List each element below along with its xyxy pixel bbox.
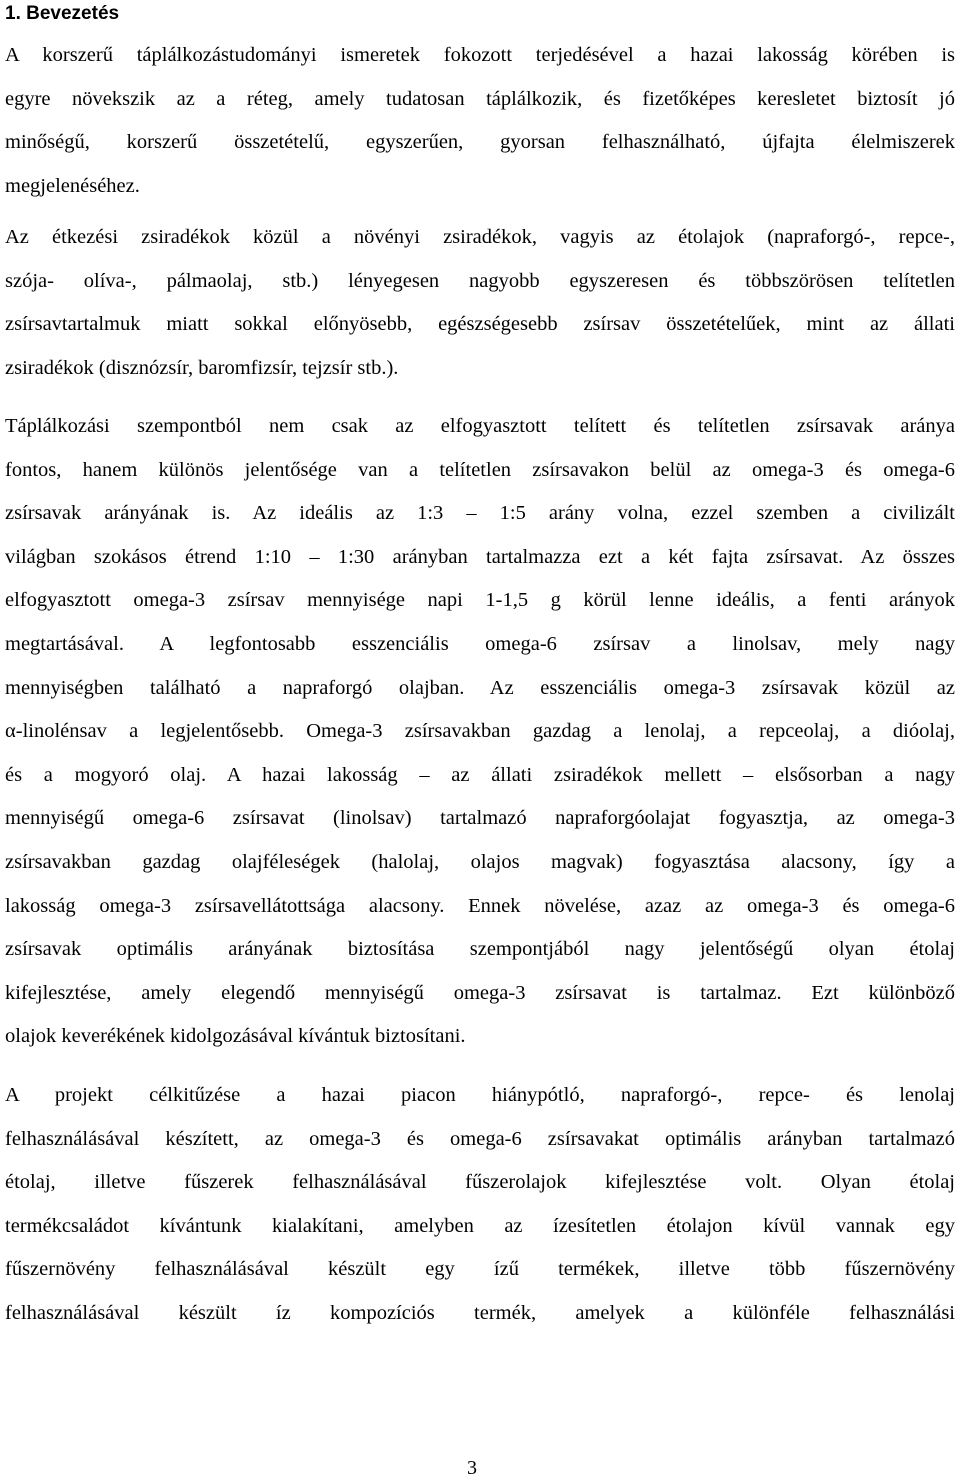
paragraph-intro [5,34,955,208]
paragraph-fats [5,216,955,390]
text-line: Táplálkozási szempontból nem csak az elfogyasztott telített és telítetlen zsírsavak aránya [5,415,955,437]
text-line: zsírsavakban gazdag olajféleségek (halolaj, olajos magvak) fogyasztása alacsony, így a [5,850,955,873]
text-line: világban szokásos étrend 1:10 – 1:30 arányban tartalmazza ezt a két fajta zsírsavat. Az összes [5,545,955,568]
text-line: lakosság omega-3 zsírsavellátottsága alacsony. Ennek növelése, azaz az omega-3 és omega-6 [5,894,955,917]
text-line: zsiradékok (disznózsír, baromfizsír, tejzsír stb.). [5,356,399,379]
text-line: olajok keverékének kidolgozásával kívántuk biztosítani. [5,1025,466,1048]
text-line: A korszerű táplálkozástudományi ismeretek fokozott terjedésével a hazai lakosság körében is [5,44,955,66]
text-line: megjelenéséhez. [5,174,140,197]
text-line: zsírsavak arányának is. Az ideális az 1:3 – 1:5 arány volna, ezzel szemben a civilizált [5,502,955,525]
text-line: egyre növekszik az a réteg, amely tudatosan táplálkozik, és fizetőképes keresletet biztosít jó [5,87,955,110]
text-line: termékcsaládot kívántunk kialakítani, amelyben az ízesítetlen étolajon kívül vannak egy [5,1214,955,1237]
text-line: szója- olíva-, pálmaolaj, stb.) lényegesen nagyobb egyszeresen és többszörösen telítetlen [5,269,955,292]
text-line: fűszernövény felhasználásával készült egy ízű termékek, illetve több fűszernövény [5,1258,955,1281]
paragraph-project [5,1074,955,1336]
page-number: 3 [467,1457,477,1479]
text-line: felhasználásával készített, az omega-3 és omega-6 zsírsavakat optimális arányban tartalmazó [5,1127,955,1150]
text-line: zsírsavtartalmuk miatt sokkal előnyösebb, egészségesebb zsírsav összetételűek, mint az állati [5,313,955,336]
text-line: és a mogyoró olaj. A hazai lakosság – az állati zsiradékok mellett – elsősorban a nagy [5,763,955,786]
text-line: felhasználásával készült íz kompozíciós termék, amelyek a különféle felhasználási [5,1301,955,1324]
text-line: mennyiségű omega-6 zsírsavat (linolsav) tartalmazó napraforgóolajat fogyasztja, az omega-3 [5,807,955,830]
text-line: megtartásával. A legfontosabb esszenciális omega-6 zsírsav a linolsav, mely nagy [5,632,955,655]
text-line: α-linolénsav a legjelentősebb. Omega-3 zsírsavakban gazdag a lenolaj, a repceolaj, a dióolaj, [5,720,955,743]
paragraph-nutrition [5,405,955,1059]
text-line: fontos, hanem különös jelentősége van a telítetlen zsírsavakon belül az omega-3 és omega-6 [5,458,955,481]
text-line: A projekt célkitűzése a hazai piacon hiánypótló, napraforgó-, repce- és lenolaj [5,1084,955,1106]
text-line: minőségű, korszerű összetételű, egyszerűen, gyorsan felhasználható, újfajta élelmiszerek [5,131,955,154]
text-line: zsírsavak optimális arányának biztosítása szempontjából nagy jelentőségű olyan étolaj [5,938,955,961]
text-line: elfogyasztott omega-3 zsírsav mennyisége napi 1-1,5 g körül lenne ideális, a fenti arányok [5,589,955,612]
text-line: mennyiségben található a napraforgó olajban. Az esszenciális omega-3 zsírsavak közül az [5,676,955,699]
text-line: Az étkezési zsiradékok közül a növényi zsiradékok, vagyis az étolajok (napraforgó-, repce-, [5,226,955,248]
text-line: étolaj, illetve fűszerek felhasználásával fűszerolajok kifejlesztése volt. Olyan étolaj [5,1171,955,1194]
section-heading: 1. Bevezetés [5,3,120,24]
text-line: kifejlesztése, amely elegendő mennyiségű omega-3 zsírsavat is tartalmaz. Ezt különböző [5,981,955,1004]
